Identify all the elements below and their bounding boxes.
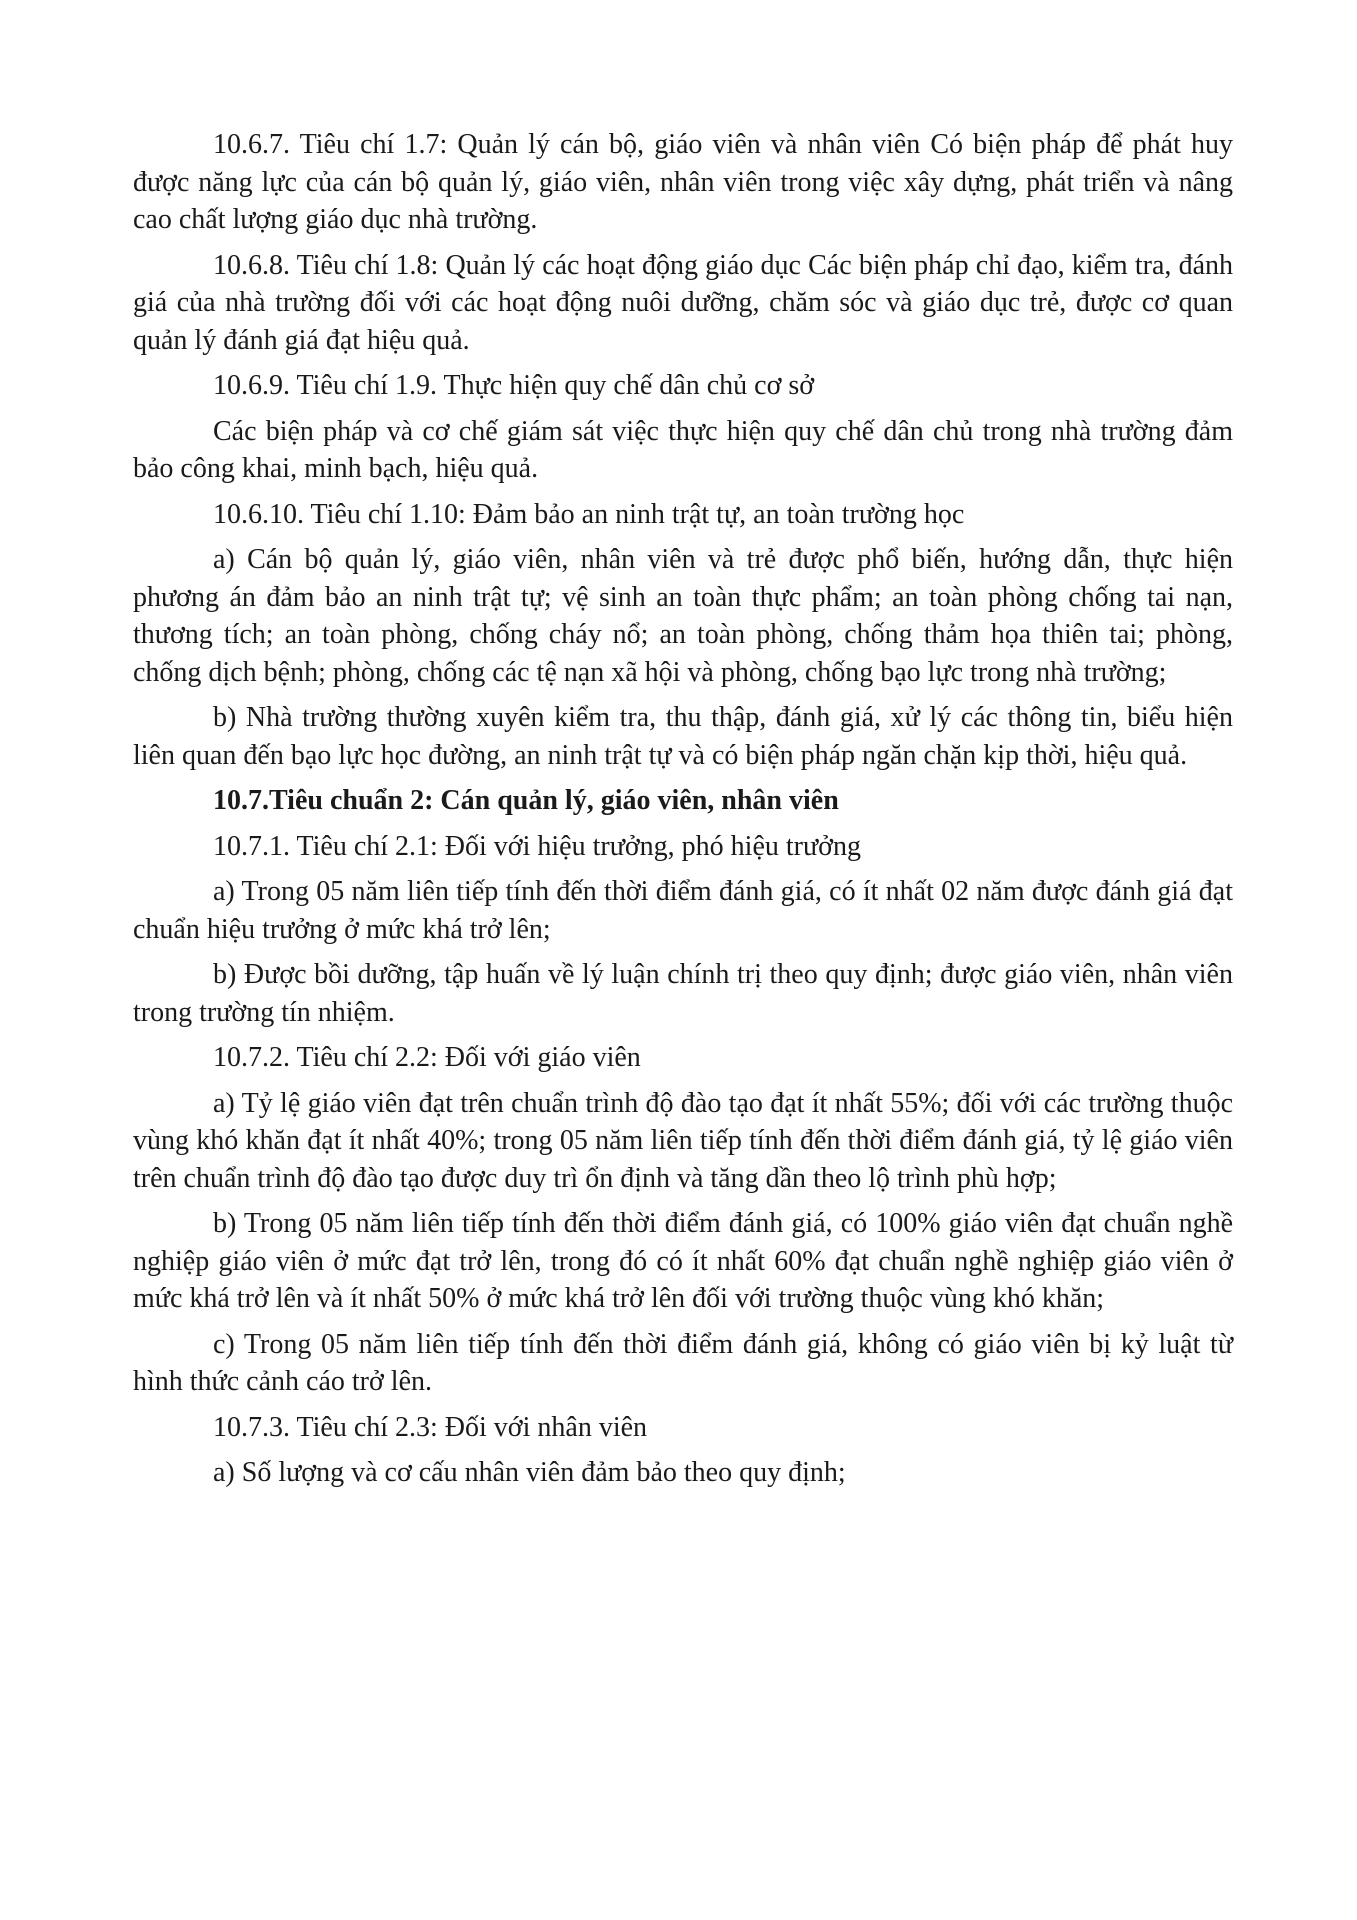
paragraph-criterion-2-3-a: a) Số lượng và cơ cấu nhân viên đảm bảo theo quy định; bbox=[213, 1457, 846, 1488]
paragraph-criterion-2-2-title: 10.7.2. Tiêu chí 2.2: Đối với giáo viên bbox=[213, 1042, 641, 1073]
paragraph-criterion-2-1-b: b) Được bồi dưỡng, tập huấn về lý luận chính trị theo quy định; được giáo viên, nhân viên trong trường tín nhiệm. bbox=[133, 959, 1233, 1028]
paragraph-criterion-2-1-title: 10.7.1. Tiêu chí 2.1: Đối với hiệu trưởng, phó hiệu trưởng bbox=[213, 830, 861, 862]
paragraph-criterion-2-2-b: b) Trong 05 năm liên tiếp tính đến thời điểm đánh giá, có 100% giáo viên đạt chuẩn nghề nghiệp giáo viên ở mức đạt trở lên, trong đó có ít nhất 60% đạt chuẩn nghề nghiệp giáo viên ở mức khá trở lên và ít nhất 50% ở mức khá trở lên đối với trường thuộc vùng khó khăn; bbox=[133, 1208, 1233, 1314]
paragraph-criterion-1-9-title: 10.6.9. Tiêu chí 1.9. Thực hiện quy chế dân chủ cơ sở bbox=[213, 370, 815, 401]
paragraph-criterion-1-10-title: 10.6.10. Tiêu chí 1.10: Đảm bảo an ninh trật tự, an toàn trường học bbox=[213, 498, 965, 530]
paragraph-criterion-2-1-a: a) Trong 05 năm liên tiếp tính đến thời điểm đánh giá, có ít nhất 02 năm được đánh giá đạt chuẩn hiệu trưởng ở mức khá trở lên; bbox=[133, 876, 1233, 945]
paragraph-criterion-1-7: 10.6.7. Tiêu chí 1.7: Quản lý cán bộ, giáo viên và nhân viên Có biện pháp để phát huy được năng lực của cán bộ quản lý, giáo viên, nhân viên trong việc xây dựng, phát triển và nâng cao chất lượng giáo dục nhà trường. bbox=[133, 129, 1233, 235]
section-heading-standard-2: 10.7.Tiêu chuẩn 2: Cán quản lý, giáo viên, nhân viên bbox=[213, 785, 839, 816]
document-page bbox=[133, 126, 1233, 1500]
paragraph-criterion-1-10-a: a) Cán bộ quản lý, giáo viên, nhân viên và trẻ được phổ biến, hướng dẫn, thực hiện phương án đảm bảo an ninh trật tự; vệ sinh an toàn thực phẩm; an toàn phòng chống tai nạn, thương tích; an toàn phòng, chống cháy nổ; an toàn phòng, chống thảm họa thiên tai; phòng, chống dịch bệnh; phòng, chống các tệ nạn xã hội và phòng, chống bạo lực trong nhà trường; bbox=[133, 544, 1233, 688]
paragraph-criterion-1-9-body: Các biện pháp và cơ chế giám sát việc thực hiện quy chế dân chủ trong nhà trường đảm bảo công khai, minh bạch, hiệu quả. bbox=[133, 415, 1233, 484]
paragraph-criterion-1-8: 10.6.8. Tiêu chí 1.8: Quản lý các hoạt động giáo dục Các biện pháp chỉ đạo, kiểm tra, đánh giá của nhà trường đối với các hoạt động nuôi dưỡng, chăm sóc và giáo dục trẻ, được cơ quan quản lý đánh giá đạt hiệu quả. bbox=[133, 249, 1233, 356]
paragraph-criterion-1-10-b: b) Nhà trường thường xuyên kiểm tra, thu thập, đánh giá, xử lý các thông tin, biểu hiện liên quan đến bạo lực học đường, an ninh trật tự và có biện pháp ngăn chặn kịp thời, hiệu quả. bbox=[133, 702, 1233, 771]
paragraph-criterion-2-2-c: c) Trong 05 năm liên tiếp tính đến thời điểm đánh giá, không có giáo viên bị kỷ luật từ hình thức cảnh cáo trở lên. bbox=[133, 1328, 1233, 1397]
paragraph-criterion-2-3-title: 10.7.3. Tiêu chí 2.3: Đối với nhân viên bbox=[213, 1411, 648, 1443]
paragraph-criterion-2-2-a: a) Tỷ lệ giáo viên đạt trên chuẩn trình độ đào tạo đạt ít nhất 55%; đối với các trường thuộc vùng khó khăn đạt ít nhất 40%; trong 05 năm liên tiếp tính đến thời điểm đánh giá, tỷ lệ giáo viên trên chuẩn trình độ đào tạo được duy trì ổn định và tăng dần theo lộ trình phù hợp; bbox=[133, 1087, 1233, 1194]
